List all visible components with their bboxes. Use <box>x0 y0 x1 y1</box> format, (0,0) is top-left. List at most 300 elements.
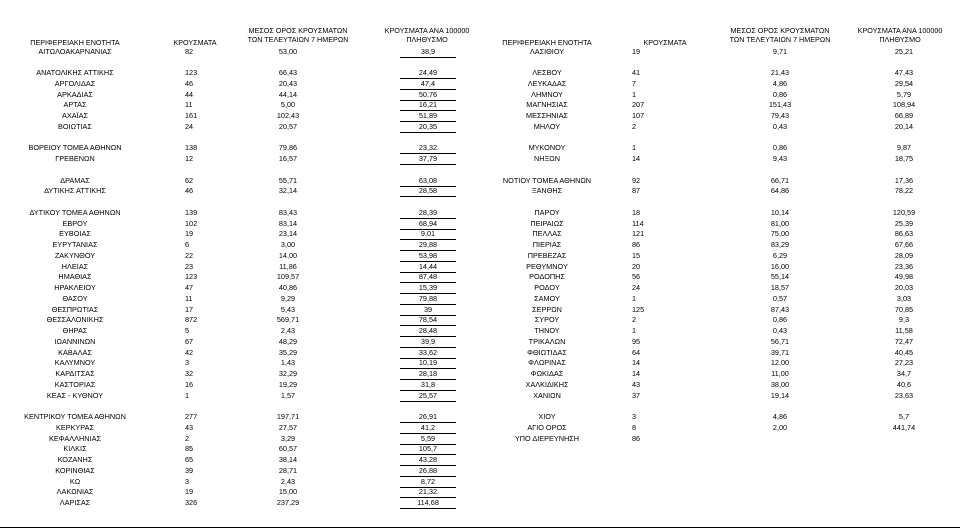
cases-value: 14 <box>632 154 641 163</box>
cases-value: 114 <box>632 218 644 228</box>
avg-value: 79,43 <box>770 111 790 120</box>
cases-value: 20 <box>632 261 641 271</box>
avg-value: 38,14 <box>278 455 298 464</box>
per-100k-value: 23,63 <box>894 390 914 400</box>
cases-value: 11 <box>185 293 193 303</box>
cases-value: 62 <box>185 175 194 185</box>
region-name: ΠΕΛΛΑΣ <box>532 229 562 239</box>
right-header-avg-line1: ΜΕΣΟΣ ΟΡΟΣ ΚΡΟΥΣΜΑΤΩΝ <box>730 26 830 35</box>
avg-value: 40,86 <box>278 283 298 292</box>
cases-value: 15 <box>632 250 641 260</box>
table-row <box>0 176 960 187</box>
cases-value: 2 <box>632 315 637 325</box>
cases-value: 37 <box>632 390 641 400</box>
cases-value: 86 <box>632 240 641 249</box>
avg-value: 35,29 <box>278 347 298 357</box>
per-100k-value: 47,43 <box>894 68 914 77</box>
per-100k-value: 11,58 <box>895 326 913 335</box>
table-row <box>0 229 960 240</box>
avg-value: 83,43 <box>278 207 298 217</box>
region-name: ΙΩΑΝΝΙΝΩΝ <box>54 336 96 346</box>
table-row <box>0 466 960 477</box>
region-name: ΥΠΟ ΔΙΕΡΕΥΝΗΣΗ <box>514 433 580 443</box>
avg-value: 15,00 <box>278 487 298 497</box>
per-100k-value: 40,6 <box>896 379 912 389</box>
avg-value: 0,43 <box>772 121 788 131</box>
table-row <box>0 380 960 391</box>
per-100k-value: 3,03 <box>896 293 912 303</box>
per-100k-value: 5,7 <box>898 412 910 421</box>
avg-value: 55,14 <box>770 272 790 282</box>
table-row <box>0 444 960 455</box>
cases-value: 46 <box>185 78 194 88</box>
region-name: ΘΑΣΟΥ <box>62 293 88 303</box>
avg-value: 2,00 <box>772 422 788 432</box>
right-header-per <box>845 26 955 44</box>
avg-value: 16,00 <box>770 261 790 271</box>
avg-value: 20,57 <box>278 121 298 131</box>
avg-value: 2,43 <box>280 476 296 486</box>
region-name: ΓΡΕΒΕΝΩΝ <box>55 154 95 163</box>
per-100k-value: 14,44 <box>418 261 438 271</box>
cases-value: 1 <box>185 390 190 400</box>
per-100k-value: 105,7 <box>418 444 438 454</box>
avg-value: 11,00 <box>771 369 789 378</box>
region-name: ΧΑΝΙΩΝ <box>533 390 561 400</box>
avg-value: 60,57 <box>278 444 298 454</box>
per-100k-value: 441,74 <box>892 422 916 432</box>
table-row <box>0 294 960 305</box>
cases-value: 5 <box>185 326 190 335</box>
region-name: ΛΗΜΝΟΥ <box>531 89 563 99</box>
avg-value: 5,43 <box>280 304 296 314</box>
region-name: ΒΟΡΕΙΟΥ ΤΟΜΕΑ ΑΘΗΝΩΝ <box>28 143 122 153</box>
avg-value: 1,43 <box>280 358 296 368</box>
region-name: ΣΥΡΟΥ <box>534 315 560 325</box>
per-100k-value: 37,79 <box>418 154 438 163</box>
per-100k-value: 43,28 <box>418 455 438 464</box>
table-row <box>0 219 960 230</box>
region-name: ΣΑΜΟΥ <box>534 293 560 303</box>
region-name: ΝΗΞΩΝ <box>533 154 560 163</box>
avg-value: 3,00 <box>280 240 296 249</box>
left-header-avg-line2: ΤΩΝ ΤΕΛΕΥΤΑΙΩΝ 7 ΗΜΕΡΩΝ <box>247 35 349 44</box>
region-name: ΡΟΔΟΠΗΣ <box>529 272 565 282</box>
cases-value: 47 <box>185 283 194 292</box>
region-name: ΑΡΚΑΔΙΑΣ <box>57 89 93 99</box>
region-name: ΚΕΝΤΡΙΚΟΥ ΤΟΜΕΑ ΑΘΗΝΩΝ <box>24 412 126 421</box>
table-row <box>0 240 960 251</box>
cases-value: 22 <box>185 250 194 260</box>
region-name: ΜΑΓΝΗΣΙΑΣ <box>526 100 568 110</box>
per-100k-value: 70,85 <box>894 304 914 314</box>
avg-value: 151,43 <box>768 100 792 110</box>
region-name: ΛΑΚΩΝΙΑΣ <box>56 487 94 497</box>
per-100k-value: 79,88 <box>418 293 438 303</box>
cell-underline <box>400 508 456 509</box>
per-100k-value: 120,59 <box>892 207 916 217</box>
region-name: ΚΑΣΤΟΡΙΑΣ <box>54 379 96 389</box>
cases-value: 139 <box>185 207 198 217</box>
avg-value: 66,43 <box>278 68 298 77</box>
per-100k-value: 9,01 <box>420 229 436 239</box>
cases-value: 32 <box>185 369 194 378</box>
region-name: ΦΛΩΡΙΝΑΣ <box>528 358 566 368</box>
per-100k-value: 39 <box>423 304 433 314</box>
region-name: ΑΓΙΟ ΟΡΟΣ <box>527 422 567 432</box>
table-row <box>0 434 960 445</box>
table-row <box>0 79 960 90</box>
per-100k-value: 28,09 <box>894 250 914 260</box>
avg-value: 28,71 <box>278 465 298 475</box>
cases-value: 277 <box>185 412 198 421</box>
per-100k-value: 25,21 <box>894 46 914 56</box>
cases-value: 82 <box>185 46 194 56</box>
avg-value: 12,00 <box>770 358 790 368</box>
avg-value: 56,71 <box>770 336 790 346</box>
per-100k-value: 21,32 <box>418 487 438 497</box>
per-100k-value: 38,9 <box>420 46 436 56</box>
avg-value: 5,00 <box>280 100 296 110</box>
per-100k-value: 28,58 <box>418 186 438 196</box>
cases-value: 2 <box>185 433 190 443</box>
avg-value: 0,86 <box>772 315 788 325</box>
region-name: ΗΡΑΚΛΕΙΟΥ <box>54 283 96 292</box>
table-row <box>0 283 960 294</box>
table-row <box>0 391 960 402</box>
table-row <box>0 401 960 412</box>
cases-value: 14 <box>632 358 641 368</box>
per-100k-value: 28,39 <box>418 207 438 217</box>
avg-value: 1,57 <box>280 390 296 400</box>
cases-value: 107 <box>632 111 645 120</box>
region-name: ΔΥΤΙΚΗΣ ΑΤΤΙΚΗΣ <box>44 186 106 196</box>
per-100k-value: 9,3 <box>898 315 910 325</box>
table-row <box>0 143 960 154</box>
cases-value: 19 <box>185 229 194 239</box>
region-name: ΚΑΒΑΛΑΣ <box>58 347 92 357</box>
right-header-per-line1: ΚΡΟΥΣΜΑΤΑ ΑΝΑ 100000 <box>857 26 943 35</box>
table-row <box>0 455 960 466</box>
avg-value: 109,57 <box>276 272 300 282</box>
avg-value: 48,29 <box>278 336 298 346</box>
region-name: ΜΕΣΣΗΝΙΑΣ <box>526 111 568 120</box>
per-100k-value: 51,89 <box>418 111 438 120</box>
avg-value: 44,14 <box>278 89 298 99</box>
table-row <box>0 348 960 359</box>
cases-value: 19 <box>185 487 194 497</box>
region-name: ΚΑΛΥΜΝΟΥ <box>54 358 96 368</box>
avg-value: 39,71 <box>770 347 790 357</box>
table-row <box>0 100 960 111</box>
cases-value: 1 <box>632 326 637 335</box>
avg-value: 0,43 <box>772 326 788 335</box>
avg-value: 102,43 <box>276 111 300 120</box>
cases-value: 24 <box>185 121 194 131</box>
per-100k-value: 39,9 <box>420 336 436 346</box>
table-row <box>0 68 960 79</box>
per-100k-value: 34,7 <box>896 369 912 378</box>
per-100k-value: 10,19 <box>418 358 438 368</box>
per-100k-value: 53,98 <box>418 250 438 260</box>
avg-value: 9,71 <box>772 46 788 56</box>
per-100k-value: 63,08 <box>418 175 438 185</box>
per-100k-value: 24,49 <box>418 68 438 77</box>
table-row <box>0 498 960 509</box>
cases-value: 24 <box>632 283 641 292</box>
per-100k-value: 78,54 <box>418 315 438 325</box>
avg-value: 14,00 <box>278 250 298 260</box>
right-header-per-line2: ΠΛΗΘΥΣΜΟ <box>879 35 921 44</box>
avg-value: 79,86 <box>278 143 298 153</box>
per-100k-value: 28,48 <box>418 326 438 335</box>
region-name: ΕΥΡΥΤΑΝΙΑΣ <box>52 240 98 249</box>
per-100k-value: 66,89 <box>894 111 914 120</box>
region-name: ΠΡΕΒΕΖΑΣ <box>527 250 567 260</box>
table-row <box>0 208 960 219</box>
cases-value: 121 <box>632 229 645 239</box>
table-row <box>0 197 960 208</box>
cases-value: 86 <box>632 433 641 443</box>
region-name: ΝΟΤΙΟΥ ΤΟΜΕΑ ΑΘΗΝΩΝ <box>502 175 592 185</box>
per-100k-value: 40,45 <box>894 347 914 357</box>
cases-value: 1 <box>632 89 637 99</box>
region-name: ΠΑΡΟΥ <box>534 207 560 217</box>
region-name: ΤΗΝΟΥ <box>534 326 560 335</box>
table-row <box>0 165 960 176</box>
table-row <box>0 186 960 197</box>
avg-value: 32,14 <box>278 186 298 196</box>
cases-value: 326 <box>185 498 198 507</box>
region-name: ΚΕΦΑΛΛΗΝΙΑΣ <box>49 433 101 443</box>
cases-value: 43 <box>185 422 194 432</box>
cases-value: 8 <box>632 422 637 432</box>
table-row <box>0 154 960 165</box>
per-100k-value: 41,2 <box>420 422 436 432</box>
left-header-region: ΠΕΡΙΦΕΡΕΙΑΚΗ ΕΝΟΤΗΤΑ <box>30 38 120 47</box>
cases-value: 14 <box>632 369 641 378</box>
cases-value: 3 <box>185 476 190 486</box>
region-name: ΛΑΡΙΣΑΣ <box>59 498 91 507</box>
per-100k-value: 26,88 <box>418 465 438 475</box>
per-100k-value: 108,94 <box>892 100 916 110</box>
avg-value: 9,29 <box>280 293 296 303</box>
cases-value: 23 <box>185 261 194 271</box>
per-100k-value: 20,14 <box>894 121 914 131</box>
cases-value: 872 <box>185 315 198 325</box>
cases-value: 123 <box>185 272 198 282</box>
region-name: ΑΙΤΩΛΟΑΚΑΡΝΑΝΙΑΣ <box>38 46 112 56</box>
table-row <box>0 305 960 316</box>
region-name: ΕΒΡΟΥ <box>62 218 88 228</box>
region-name: ΑΝΑΤΟΛΙΚΗΣ ΑΤΤΙΚΗΣ <box>36 68 114 77</box>
avg-value: 10,14 <box>770 207 790 217</box>
region-name: ΔΥΤΙΚΟΥ ΤΟΜΕΑ ΑΘΗΝΩΝ <box>29 207 121 217</box>
right-header-region: ΠΕΡΙΦΕΡΕΙΑΚΗ ΕΝΟΤΗΤΑ <box>502 38 592 47</box>
region-name: ΑΡΤΑΣ <box>63 100 87 110</box>
per-100k-value: 17,36 <box>894 175 914 185</box>
per-100k-value: 27,23 <box>894 358 914 368</box>
table-row <box>0 47 960 58</box>
cases-value: 67 <box>185 336 194 346</box>
avg-value: 197,71 <box>276 412 300 421</box>
bottom-border <box>0 527 960 528</box>
cases-value: 44 <box>185 89 194 99</box>
per-100k-value: 67,66 <box>894 240 914 249</box>
avg-value: 11,86 <box>279 261 297 271</box>
cases-value: 39 <box>185 465 194 475</box>
region-name: ΑΧΑΪΑΣ <box>61 111 88 120</box>
table-row <box>0 111 960 122</box>
region-name: ΚΙΛΚΙΣ <box>63 444 87 454</box>
per-100k-value: 25,57 <box>418 390 438 400</box>
region-name: ΦΩΚΙΔΑΣ <box>530 369 564 378</box>
cases-value: 3 <box>632 412 637 421</box>
cases-value: 16 <box>185 379 194 389</box>
region-name: ΠΙΕΡΙΑΣ <box>532 240 562 249</box>
region-name: ΚΕΡΚΥΡΑΣ <box>55 422 95 432</box>
cases-value: 87 <box>632 186 641 196</box>
region-name: ΒΟΙΩΤΙΑΣ <box>58 121 92 131</box>
cases-value: 43 <box>632 379 641 389</box>
avg-value: 19,14 <box>770 390 790 400</box>
region-name: ΚΩ <box>69 476 81 486</box>
cases-value: 56 <box>632 272 641 282</box>
per-100k-value: 15,39 <box>418 283 438 292</box>
cases-value: 46 <box>185 186 194 196</box>
region-name: ΠΕΙΡΑΙΩΣ <box>530 218 564 228</box>
cases-value: 1 <box>632 293 637 303</box>
avg-value: 32,29 <box>278 369 298 378</box>
avg-value: 569,71 <box>276 315 300 325</box>
cases-value: 11 <box>185 100 193 110</box>
avg-value: 83,29 <box>770 240 790 249</box>
avg-value: 19,29 <box>278 379 298 389</box>
table-row <box>0 262 960 273</box>
region-name: ΚΑΡΔΙΤΣΑΣ <box>55 369 95 378</box>
per-100k-value: 50,76 <box>418 89 438 99</box>
avg-value: 23,14 <box>278 229 298 239</box>
region-name: ΑΡΓΟΛΙΔΑΣ <box>54 78 96 88</box>
region-name: ΘΕΣΣΑΛΟΝΙΚΗΣ <box>46 315 104 325</box>
region-name: ΤΡΙΚΑΛΩΝ <box>528 336 566 346</box>
avg-value: 66,71 <box>770 175 790 185</box>
table-row <box>0 337 960 348</box>
region-name: ΚΟΖΑΝΗΣ <box>57 455 93 464</box>
cases-value: 17 <box>185 304 194 314</box>
region-name: ΔΡΑΜΑΣ <box>60 175 90 185</box>
region-name: ΗΜΑΘΙΑΣ <box>58 272 92 282</box>
table-row <box>0 57 960 68</box>
per-100k-value: 9,87 <box>896 143 912 153</box>
table-row <box>0 358 960 369</box>
avg-value: 21,43 <box>770 68 790 77</box>
region-name: ΜΥΚΟΝΟΥ <box>528 143 566 153</box>
cases-value: 18 <box>632 207 641 217</box>
cases-value: 2 <box>632 121 637 131</box>
cases-value: 42 <box>185 347 194 357</box>
avg-value: 6,29 <box>772 250 788 260</box>
region-name: ΘΕΣΠΡΩΤΙΑΣ <box>51 304 99 314</box>
avg-value: 81,00 <box>770 218 790 228</box>
avg-value: 0,57 <box>772 293 788 303</box>
cases-value: 102 <box>185 218 198 228</box>
per-100k-value: 20,03 <box>894 283 914 292</box>
region-name: ΕΥΒΟΙΑΣ <box>59 229 91 239</box>
avg-value: 27,57 <box>278 422 298 432</box>
region-name: ΧΙΟΥ <box>538 412 556 421</box>
left-header-cases: ΚΡΟΥΣΜΑΤΑ <box>173 38 217 47</box>
per-100k-value: 87,48 <box>418 272 438 282</box>
table-row <box>0 122 960 133</box>
avg-value: 75,00 <box>770 229 790 239</box>
avg-value: 0,86 <box>772 89 788 99</box>
table-row <box>0 487 960 498</box>
cases-value: 12 <box>185 154 194 163</box>
table-row <box>0 477 960 488</box>
per-100k-value: 47,4 <box>420 78 436 88</box>
cases-value: 85 <box>185 444 194 454</box>
per-100k-value: 16,21 <box>418 100 438 110</box>
cases-value: 95 <box>632 336 641 346</box>
per-100k-value: 86,63 <box>894 229 914 239</box>
cases-value: 207 <box>632 100 645 110</box>
per-100k-value: 49,98 <box>894 272 914 282</box>
per-100k-value: 29,54 <box>894 78 914 88</box>
avg-value: 237,29 <box>276 498 300 507</box>
per-100k-value: 68,94 <box>418 218 438 228</box>
cases-value: 65 <box>185 455 194 464</box>
per-100k-value: 33,62 <box>418 347 438 357</box>
avg-value: 87,43 <box>770 304 790 314</box>
table-row <box>0 369 960 380</box>
cases-value: 64 <box>632 347 641 357</box>
left-header-avg <box>243 26 353 44</box>
cases-value: 7 <box>632 78 637 88</box>
region-name: ΚΕΑΣ - ΚΥΘΝΟΥ <box>46 390 104 400</box>
region-name: ΘΗΡΑΣ <box>62 326 88 335</box>
avg-value: 38,00 <box>770 379 790 389</box>
per-100k-value: 20,35 <box>418 121 438 131</box>
region-name: ΧΑΛΚΙΔΙΚΗΣ <box>525 379 569 389</box>
cases-value: 6 <box>185 240 190 249</box>
avg-value: 3,29 <box>280 433 296 443</box>
per-100k-value: 29,88 <box>418 240 438 249</box>
per-100k-value: 8,72 <box>420 476 436 486</box>
table-row <box>0 423 960 434</box>
cases-value: 123 <box>185 68 198 77</box>
table-row <box>0 251 960 262</box>
per-100k-value: 31,8 <box>420 379 436 389</box>
left-header-per-line2: ΠΛΗΘΥΣΜΟ <box>406 35 448 44</box>
left-header-avg-line1: ΜΕΣΟΣ ΟΡΟΣ ΚΡΟΥΣΜΑΤΩΝ <box>248 26 348 35</box>
region-name: ΗΛΕΙΑΣ <box>61 261 89 271</box>
per-100k-value: 72,47 <box>894 336 914 346</box>
region-name: ΦΘΙΩΤΙΔΑΣ <box>527 347 567 357</box>
region-name: ΣΕΡΡΩΝ <box>532 304 562 314</box>
right-header-avg <box>725 26 835 44</box>
per-100k-value: 28,18 <box>418 369 438 378</box>
cases-value: 92 <box>632 175 641 185</box>
avg-value: 4,86 <box>772 412 788 421</box>
per-100k-value: 23,32 <box>418 143 438 153</box>
table-row <box>0 90 960 101</box>
cases-value: 161 <box>185 111 198 120</box>
avg-value: 0,86 <box>772 143 788 153</box>
region-name: ΡΟΔΟΥ <box>534 283 560 292</box>
avg-value: 4,86 <box>772 78 788 88</box>
cases-value: 3 <box>185 358 190 368</box>
